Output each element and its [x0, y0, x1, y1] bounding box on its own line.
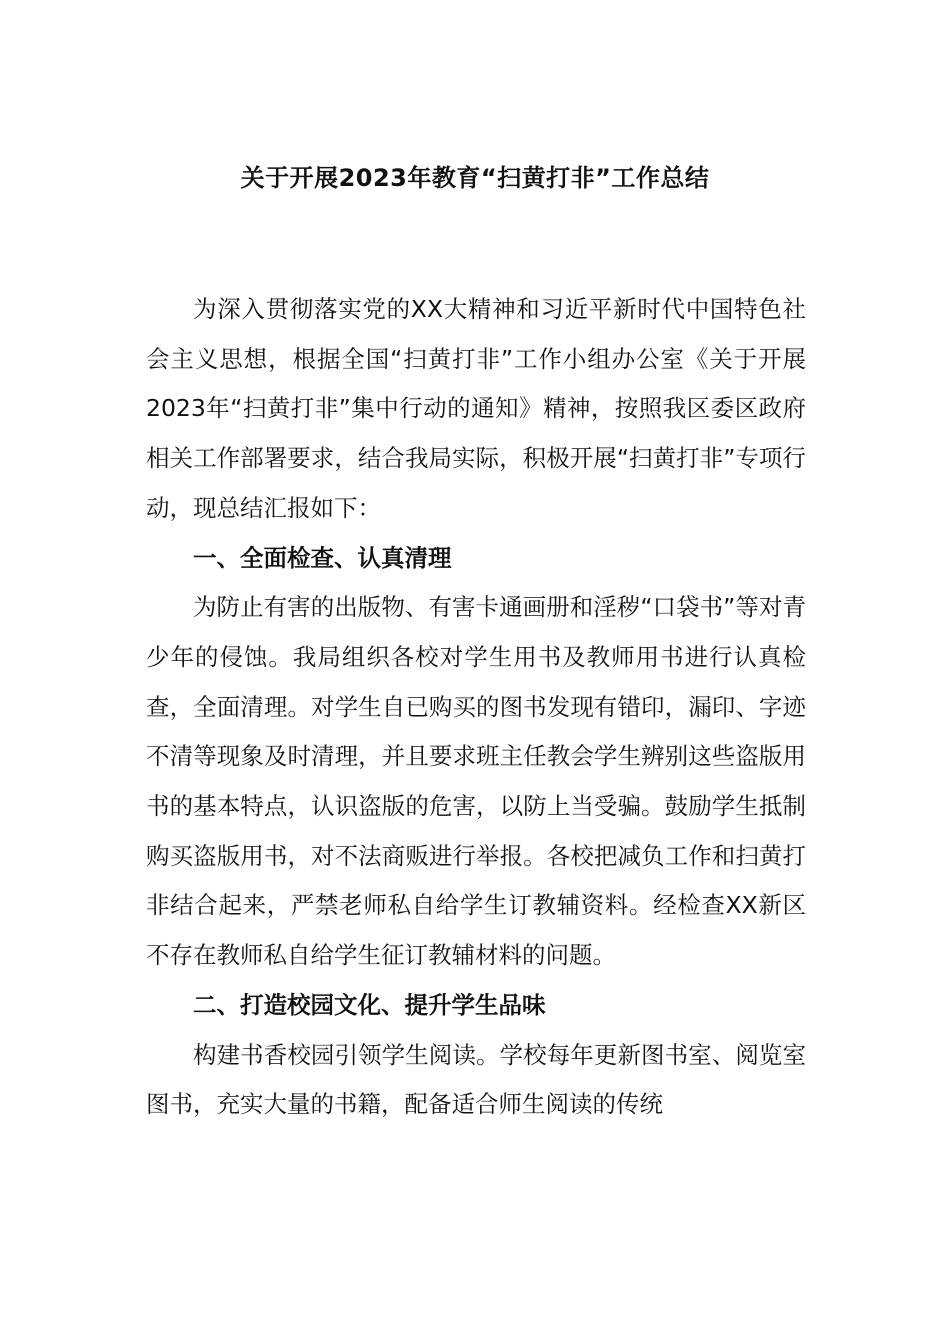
- section-1-paragraph: 为防止有害的出版物、有害卡通画册和淫秽“口袋书”等对青少年的侵蚀。我局组织各校对学生用书及教师用书进行认真检查，全面清理。对学生自已购买的图书发现有错印，漏印、字迹不清等现象及时清理，并且要求班主任教会学生辨别这些盗版用书的基本特点，认识盗版的危害，以防上当受骗。鼓励学生抵制购买盗版用书，对不法商贩进行举报。各校把减负工作和扫黄打非结合起来，严禁老师私自给学生订教辅资料。经检查XX新区不存在教师私自给学生征订教辅材料的问题。: [146, 593, 806, 970]
- section-2-paragraph: 构建书香校园引领学生阅读。学校每年更新图书室、阅览室图书，充实大量的书籍，配备适合师生阅读的传统: [146, 1040, 806, 1119]
- section-1-heading: 一、全面检查、认真清理: [193, 543, 452, 572]
- section-2-heading: 二、打造校园文化、提升学生品味: [193, 990, 546, 1019]
- intro-paragraph: 为深入贯彻落实党的XX大精神和习近平新时代中国特色社会主义思想，根据全国“扫黄打非”工作小组办公室《关于开展2023年“扫黄打非”集中行动的通知》精神，按照我区委区政府相关工作部署要求，结合我局实际，积极开展“扫黄打非”专项行动，现总结汇报如下：: [146, 295, 806, 522]
- document-title: 关于开展2023年教育“扫黄打非”工作总结: [240, 164, 710, 192]
- document-body: [146, 285, 806, 1130]
